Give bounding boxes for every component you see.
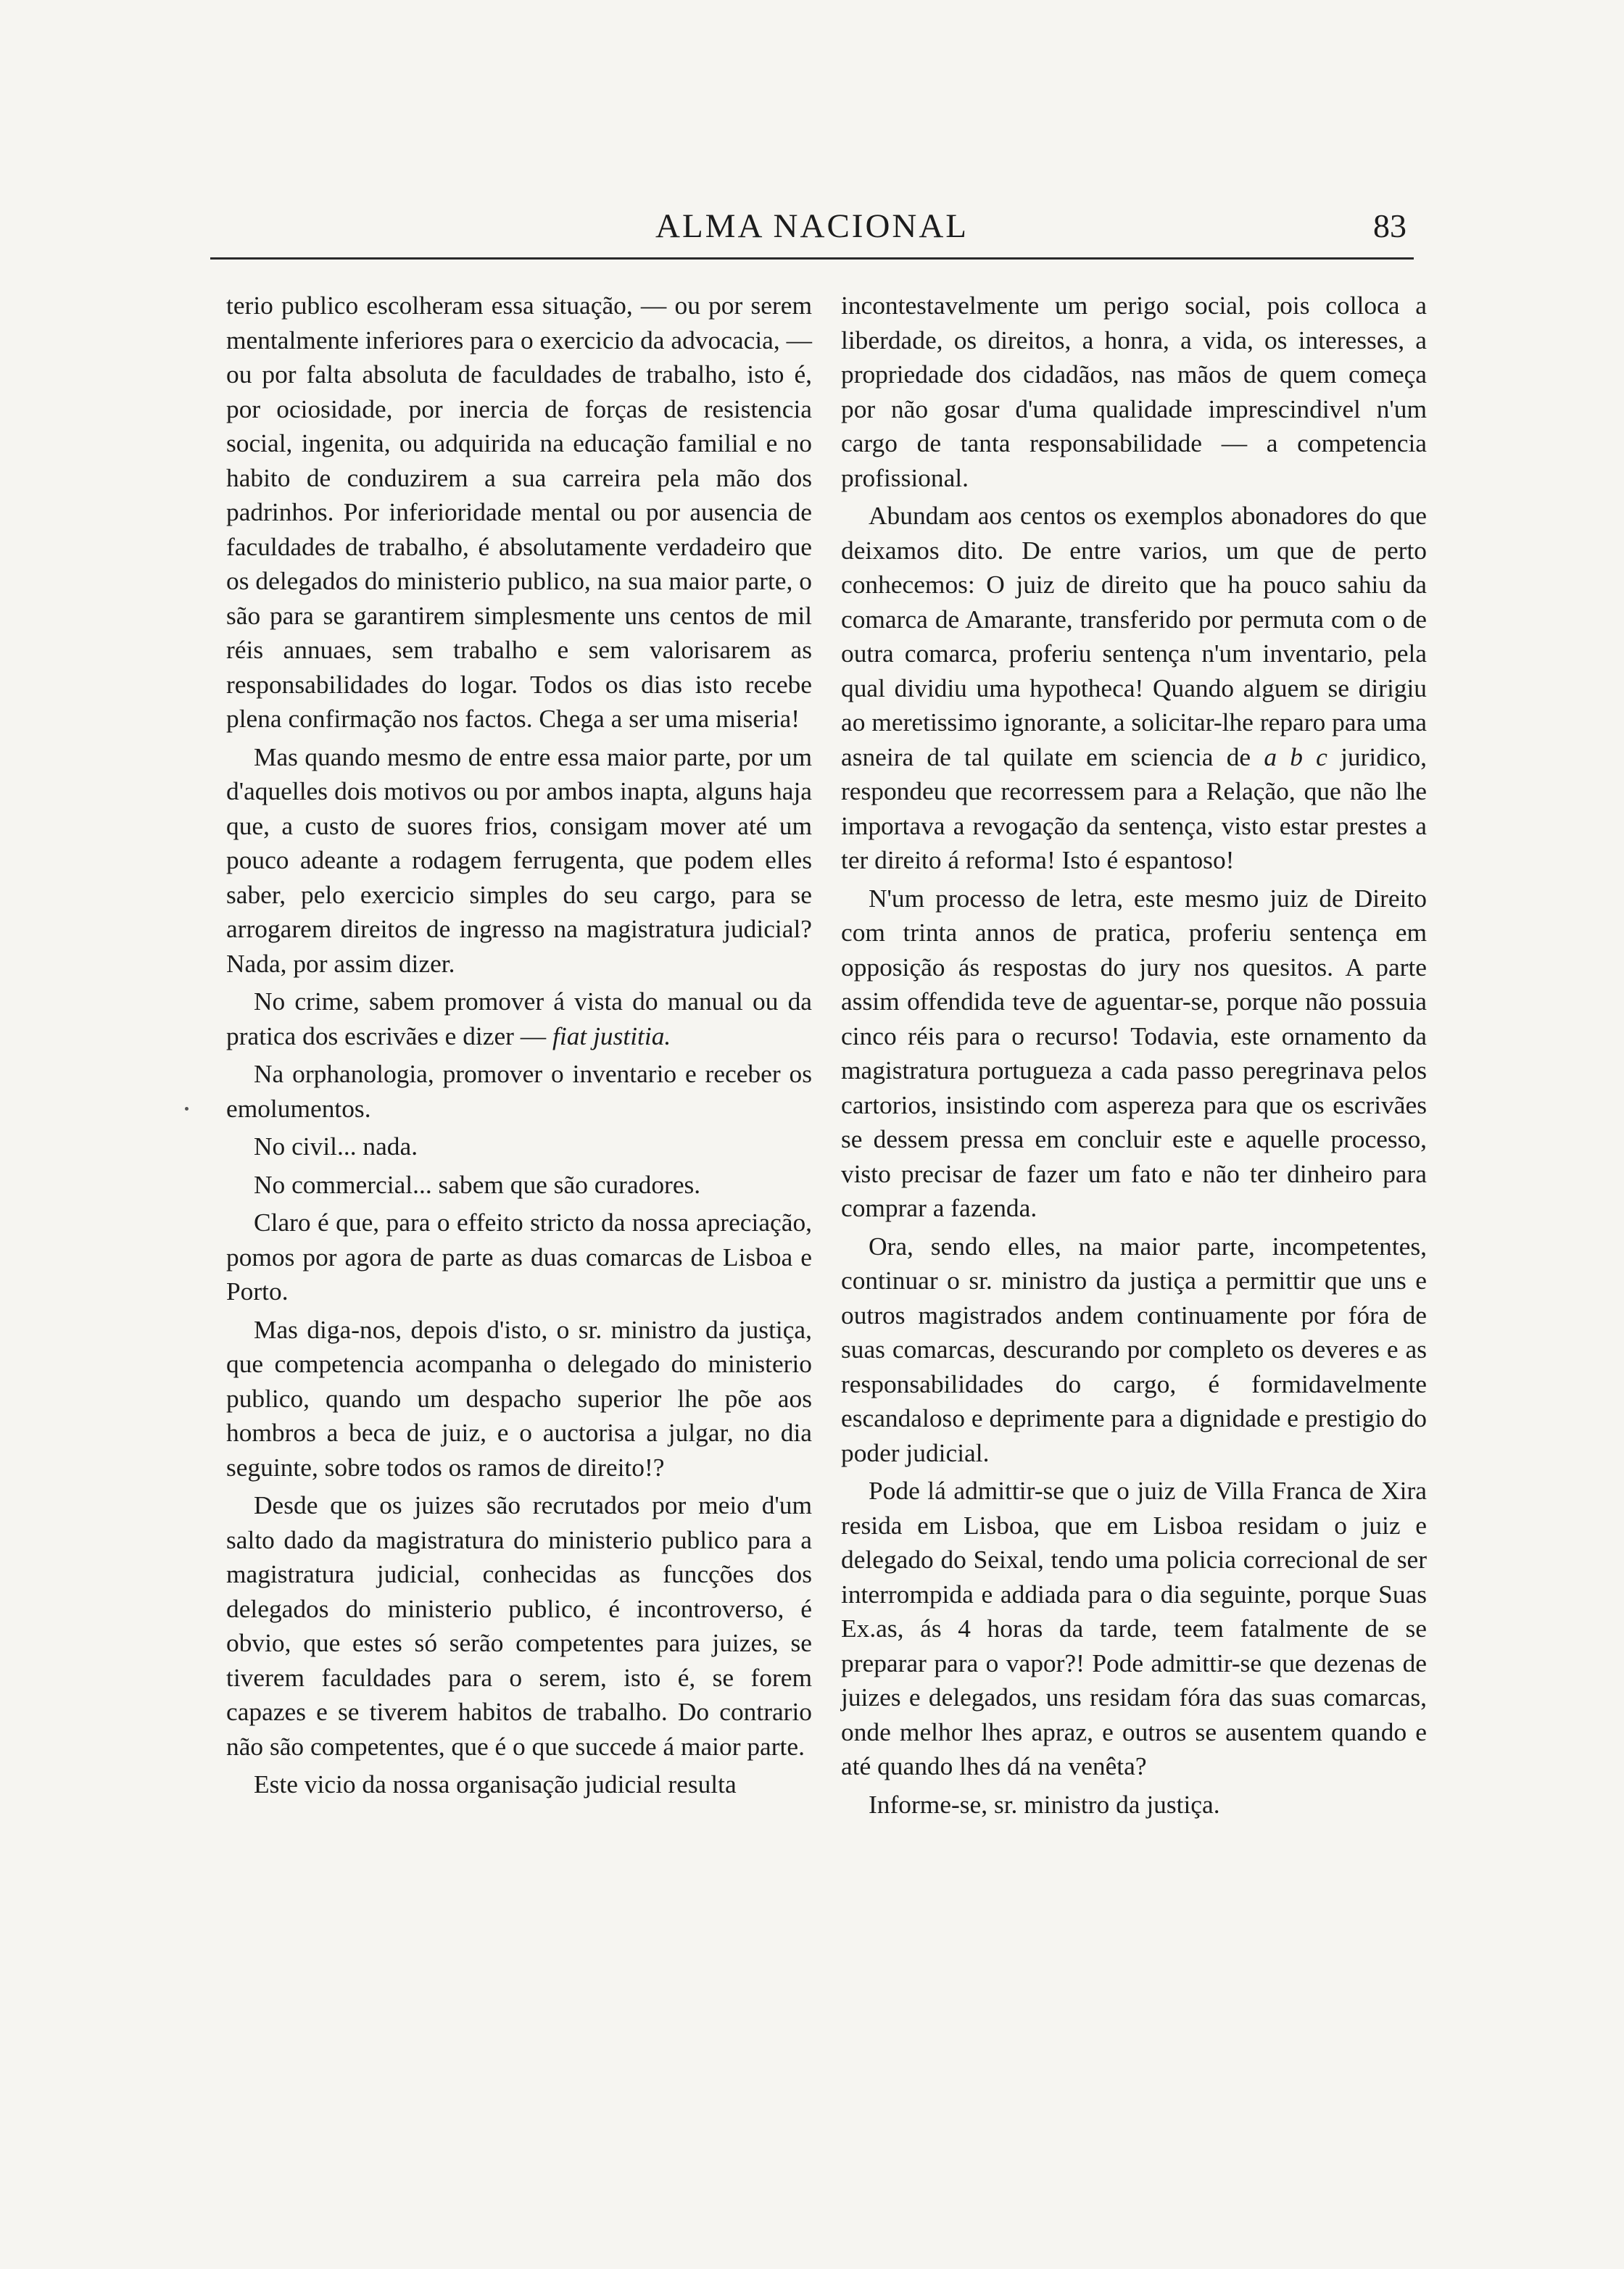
paragraph-text: Abundam aos centos os exemplos abonadores do que deixamos dito. De entre varios, um que de perto conhecemos: O juiz de direito que ha pouco sahiu da comarca de Amarante, transferido por permuta com o de outra comarca, proferiu sentença n'um inventario, pela qual dividiu uma hypotheca! Quando alguem se dirigiu ao meretissimo ignorante, a solicitar-lhe reparo para uma asneira de tal quilate em sciencia de <box>841 501 1427 771</box>
paragraph: No commercial... sabem que são curadores. <box>254 1169 701 1199</box>
right-column <box>841 289 1427 1825</box>
paragraph: Pode lá admittir-se que o juiz de Villa Franca de Xira resida em Lisboa, que em Lisboa residam o juiz e delegado do Seixal, tendo uma policia correcional de ser interrompida e addiada para o dia seguinte, porque Suas Ex.as, ás 4 horas da tarde, teem fatalmente de se preparar para o vapor?! Pode admittir-se que dezenas de juizes e delegados, uns residam fóra das suas comarcas, onde melhor lhes apraz, e outros se ausentem quando e até quando lhes dá na venêta? <box>841 1476 1427 1780</box>
running-header <box>210 204 1414 248</box>
paragraph: Este vicio da nossa organisação judicial resulta <box>254 1770 737 1799</box>
paragraph: Na orphanologia, promover o inventario e receber os emolumentos. <box>226 1059 812 1123</box>
paragraph: No civil... nada. <box>254 1132 418 1161</box>
paragraph: Desde que os juizes são recrutados por meio d'um salto dado da magistratura do ministerio publico para a magistratura judicial, conhecidas as funcções dos delegados do ministerio publico, é incontroverso, é obvio, que estes só serão competentes para juizes, se tiverem faculdades para o serem, isto é, se forem capazes e se tiverem habitos de trabalho. Do contrario não são competentes, que é o que succede á maior parte. <box>226 1490 812 1761</box>
paragraph: Mas quando mesmo de entre essa maior parte, por um d'aquelles dois motivos ou por ambos inapta, alguns haja que, a custo de suores frios, consigam mover até um pouco adeante a rodagem ferrugenta, que podem elles saber, pelo exercicio simples do seu cargo, para se arrogarem direitos de ingresso na magistratura judicial? Nada, por assim dizer. <box>226 742 812 978</box>
paragraph: incontestavelmente um perigo social, pois colloca a liberdade, os direitos, a honra, a vida, os interesses, a propriedade dos cidadãos, nas mãos de quem começa por não gosar d'uma qualidade imprescindivel n'um cargo de tanta responsabilidade — a competencia profissional. <box>841 291 1427 492</box>
journal-title: ALMA NACIONAL <box>655 207 969 245</box>
paragraph: Ora, sendo elles, na maior parte, incompetentes, continuar o sr. ministro da justiça a permittir que uns e outros magistrados andem continuamente por fóra de suas comarcas, descurando por completo os deveres e as responsabilidades do cargo, é formidavelmente escandaloso e deprimente para a dignidade e prestigio do poder judicial. <box>841 1231 1427 1467</box>
paragraph: terio publico escolheram essa situação, — ou por serem mentalmente inferiores para o exercicio da advocacia, — ou por falta absoluta de faculdades de trabalho, isto é, por ociosidade, por inercia de forças de resistencia social, ingenita, ou adquirida na educação familial e no habito de conduzirem a sua carreira pela mão dos padrinhos. Por inferioridade mental ou por ausencia de faculdades de trabalho, é absolutamente verdadeiro que os delegados do ministerio publico, na sua maior parte, o são para se garantirem simplesmente uns centos de mil réis annuaes, sem trabalho e sem valorisarem as responsabilidades do logar. Todos os dias isto recebe plena confirmação nos factos. Chega a ser uma miseria! <box>226 291 812 733</box>
page-number: 83 <box>1373 207 1406 244</box>
paragraph: N'um processo de letra, este mesmo juiz de Direito com trinta annos de pratica, proferiu sentença em opposição ás respostas do jury nos quesitos. A parte assim offendida teve de aguentar-se, porque não possuia cinco réis para o recurso! Todavia, este ornamento da magistratura portugueza a cada passo peregrinava pelos cartorios, insistindo com aspereza para que os escrivães se dessem pressa em concluir este e aquelle processo, visto precisar de fazer um fato e não ter dinheiro para comprar a fazenda. <box>841 883 1427 1222</box>
left-column <box>226 289 812 1806</box>
paragraph: Informe-se, sr. ministro da justiça. <box>869 1789 1220 1819</box>
paragraph-text: No crime, sabem promover á vista do manual ou da pratica dos escrivães e dizer — <box>226 987 812 1050</box>
paragraph: Mas diga-nos, depois d'isto, o sr. ministro da justiça, que competencia acompanha o delegado do ministerio publico, quando um despacho superior lhe põe aos hombros a beca de juiz, e o auctorisa a julgar, no dia seguinte, sobre todos os ramos de direito!? <box>226 1314 812 1482</box>
latin-phrase: fiat justitia. <box>552 1021 671 1050</box>
margin-mark <box>185 1107 188 1111</box>
paragraph <box>226 984 812 1053</box>
header-rule <box>210 257 1414 260</box>
paragraph: Claro é que, para o effeito stricto da nossa apreciação, pomos por agora de parte as duas comarcas de Lisboa e Porto. <box>226 1208 812 1306</box>
paragraph-text: juridico, respondeu que recorressem para a Relação, que não lhe importava a revogação da sentença, visto estar prestes a ter direito á reforma! Isto é espantoso! <box>841 742 1427 874</box>
italic-phrase: a b c <box>1264 742 1327 771</box>
paragraph <box>841 499 1427 878</box>
